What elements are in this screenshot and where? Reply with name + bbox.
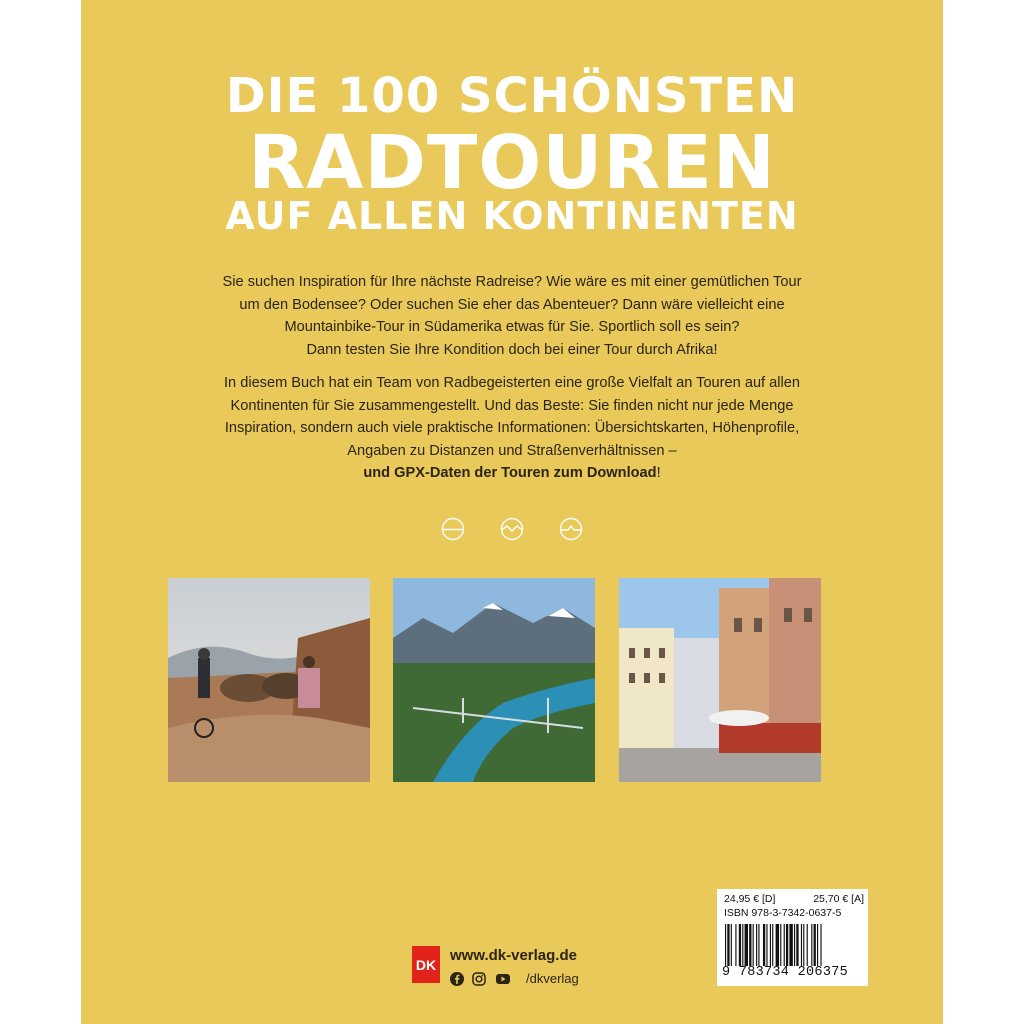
book-back-cover (81, 0, 943, 1024)
blurb-line: Mountainbike-Tour in Südamerika etwas für Sie. Sportlich soll es sein? (284, 319, 740, 335)
blurb-line-final (111, 462, 913, 485)
river-bridge-photo (393, 578, 595, 782)
publisher-website[interactable]: www.dk-verlag.de (450, 947, 577, 964)
instagram-icon[interactable] (472, 972, 486, 986)
isbn-number: ISBN 978-3-7342-0637-5 (724, 907, 842, 919)
blurb-line: Inspiration, sondern auch viele praktische Informationen: Übersichtskarten, Höhenprofile, (224, 420, 800, 436)
dk-publisher-logo: DK (412, 946, 440, 983)
mountain-trail-photo (168, 578, 370, 782)
flat-route-icon (441, 517, 465, 541)
price-germany: 24,95 € [D] (724, 893, 776, 905)
price-austria: 25,70 € [A] (813, 893, 864, 905)
blurb-line: Dann testen Sie Ihre Kondition doch bei einer Tour durch Afrika! (306, 341, 718, 358)
social-links (450, 971, 579, 986)
price-line (724, 893, 864, 905)
old-town-street-photo (619, 578, 821, 782)
blurb-line: Angaben zu Distanzen und Straßenverhältnissen – (347, 442, 677, 459)
facebook-icon[interactable] (450, 972, 464, 986)
blurb-end-punct: ! (656, 465, 661, 481)
route-profile-icons (441, 517, 583, 543)
title-line-2: RADTOUREN (248, 120, 776, 206)
title-line-1: DIE 100 SCHÖNSTEN (225, 68, 799, 124)
barcode-digits: 9 783734 206375 (722, 965, 849, 980)
blurb-paragraph-2 (111, 372, 913, 485)
title-line-3: AUF ALLEN KONTINENTEN (225, 194, 799, 238)
blurb-paragraph-1 (111, 271, 913, 361)
youtube-icon[interactable] (494, 972, 512, 986)
social-handle: /dkverlag (526, 971, 579, 986)
blurb-line: Kontinenten für Sie zusammengestellt. Und das Beste: Sie finden nicht nur jede Menge (230, 397, 794, 414)
barcode-panel (717, 889, 868, 986)
blurb-line: um den Bodensee? Oder suchen Sie eher das Abenteuer? Dann wäre vielleicht eine (239, 296, 785, 313)
barcode-bars (725, 924, 861, 966)
hilly-route-icon (559, 517, 583, 541)
gpx-download-highlight: und GPX-Daten der Touren zum Download (363, 465, 657, 481)
blurb-line: In diesem Buch hat ein Team von Radbegeisterten eine große Vielfalt an Touren auf allen (223, 375, 801, 391)
blurb-line: Sie suchen Inspiration für Ihre nächste Radreise? Wie wäre es mit einer gemütlichen Tour (222, 274, 802, 290)
wavy-route-icon (500, 517, 524, 541)
